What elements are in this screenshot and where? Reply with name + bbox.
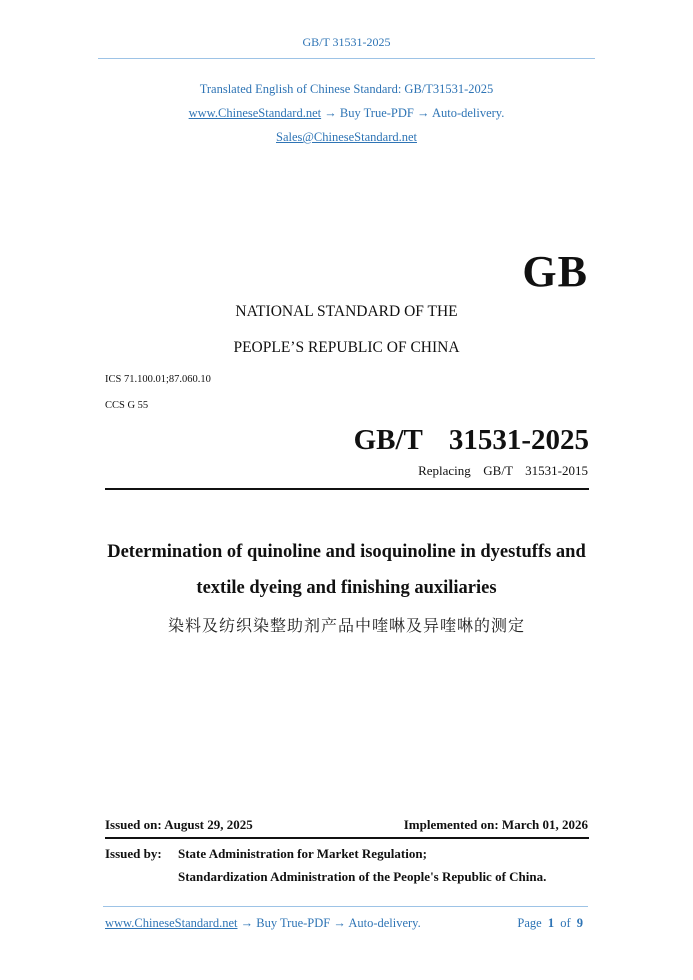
arrow-right-icon: → (240, 916, 254, 930)
sales-email-link[interactable]: Sales@ChineseStandard.net (276, 130, 417, 144)
national-standard-line-1: NATIONAL STANDARD OF THE (235, 303, 458, 320)
page-label: Page (517, 916, 542, 930)
header-divider (98, 58, 595, 59)
issuer-sac: Standardization Administration of the People's Republic of China. (178, 869, 547, 884)
document-title-en-line-2: textile dyeing and finishing auxiliaries (196, 578, 497, 598)
replacing-standard: Replacing GB/T 31531-2015 (418, 463, 588, 478)
national-standard-line-2: PEOPLE’S REPUBLIC OF CHINA (233, 339, 460, 356)
issued-on-date: Issued on: August 29, 2025 (105, 817, 253, 832)
footer-promo (105, 916, 421, 931)
footer-divider (103, 906, 588, 907)
translation-notice: Translated English of Chinese Standard: GB/T31531-2025 (199, 82, 494, 96)
arrow-right-icon: → (417, 106, 430, 120)
dates-divider (105, 837, 589, 839)
footer-delivery-text: Auto-delivery. (348, 916, 421, 930)
page-of: of (560, 916, 571, 930)
document-title-zh: 染料及纺织染整助剂产品中喹啉及异喹啉的测定 (167, 616, 525, 635)
page-total: 9 (576, 916, 583, 930)
document-title-en-line-1: Determination of quinoline and isoquinoline in dyestuffs and (107, 542, 586, 562)
page-current: 1 (547, 916, 555, 930)
sales-email-line (0, 130, 693, 145)
auto-delivery-text: Auto-delivery. (431, 106, 505, 120)
buy-true-pdf-text: Buy True-PDF (339, 106, 414, 120)
standard-code: GB/T 31531-2025 (353, 424, 589, 456)
arrow-right-icon: → (324, 106, 337, 120)
page-indicator (517, 916, 583, 931)
code-divider (105, 488, 589, 490)
gb-mark: GB (522, 247, 588, 296)
issuer-samr: State Administration for Market Regulation; (178, 846, 427, 861)
ccs-code: CCS G 55 (105, 400, 149, 411)
footer-site-link[interactable]: www.ChineseStandard.net (105, 916, 238, 930)
issued-by-label: Issued by: (105, 846, 162, 861)
chinesestandard-site-link[interactable]: www.ChineseStandard.net (188, 106, 322, 120)
ics-code: ICS 71.100.01;87.060.10 (105, 374, 211, 385)
arrow-right-icon: → (333, 916, 346, 930)
footer-buy-text: Buy True-PDF (256, 916, 331, 930)
promo-buy-line (0, 106, 693, 121)
running-header-title: GB/T 31531-2025 (302, 35, 391, 49)
implemented-on-date: Implemented on: March 01, 2026 (403, 817, 588, 832)
